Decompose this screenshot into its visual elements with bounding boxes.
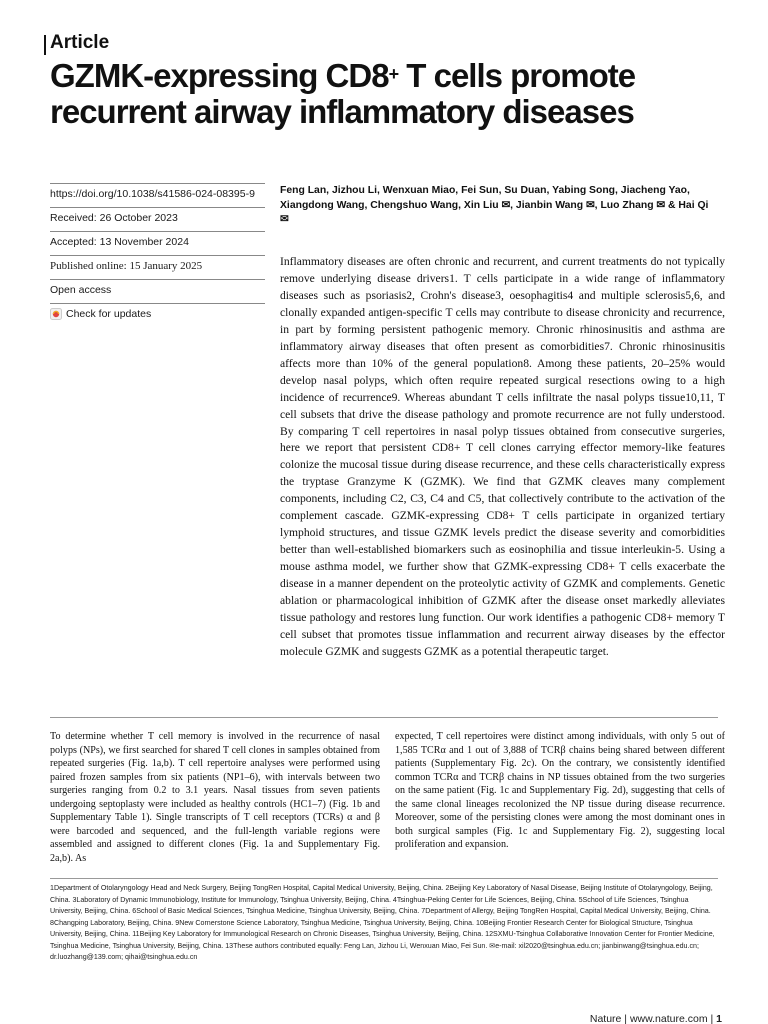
- doi-link[interactable]: https://doi.org/10.1038/s41586-024-08395-9: [50, 183, 265, 207]
- footer-separator: |: [710, 1013, 717, 1024]
- title-part-2: T cells promote recurrent airway inflammatory diseases: [50, 57, 636, 130]
- accepted-date: Accepted: 13 November 2024: [50, 231, 265, 255]
- journal-website-link[interactable]: www.nature.com: [629, 1013, 708, 1024]
- check-for-updates-label: Check for updates: [66, 308, 152, 320]
- article-type-label: Article: [50, 32, 110, 53]
- title-part-1: GZMK-expressing CD8: [50, 57, 389, 94]
- footnote-divider: [50, 878, 718, 879]
- open-access-label: Open access: [50, 279, 265, 303]
- received-date: Received: 26 October 2023: [50, 207, 265, 231]
- journal-name: Nature: [589, 1013, 622, 1024]
- abstract-divider: [50, 717, 718, 718]
- page-number: 1: [716, 1013, 722, 1024]
- article-metadata: [50, 183, 265, 327]
- article-title: [50, 58, 740, 130]
- published-date: Published online: 15 January 2025: [50, 255, 265, 279]
- page-footer: [590, 1013, 722, 1024]
- footer-separator: |: [624, 1013, 630, 1024]
- check-for-updates-icon: [50, 308, 62, 320]
- author-list: Feng Lan, Jizhou Li, Wenxuan Miao, Fei Sun, Su Duan, Yabing Song, Jiacheng Yao, Xiangdong Wang, Chengshuo Wang, Xin Liu ✉, Jianbin Wang ✉, Luo Zhang ✉ & Hai Qi ✉: [280, 185, 709, 225]
- title-superscript: +: [388, 64, 399, 84]
- article-label-rule: [44, 35, 46, 55]
- abstract: Inflammatory diseases are often chronic and recurrent, and current treatments do not typically remove underlying disease drivers1. T cells participate in a wide range of inflammatory diseases such as psoriasis2, Crohn's disease3, oesophagitis4 and multiple sclerosis5,6, and clonally expanded antigen-specific T cells may contribute to disease chronicity and recurrence, in part by forming persistent pathogenic memory. Chronic rhinosinusitis and asthma are inflammatory airway diseases that often present as comorbidities7. Chronic rhinosinusitis affects more than 10% of the general population8. Among these patients, 20–25% would develop nasal polyps, which often require repeated surgical resections owing to a high incidence of recurrence9. Whereas abundant T cells infiltrate the nasal polyps tissue10,11, T cell subsets that drive the disease pathology and promote recurrence are not fully understood. By comparing T cell repertoires in nasal polyp tissues obtained from consecutive surgeries, here we report that persistent CD8+ T cell clones carrying effector memory-like features colonize the mucosal tissue during disease recurrence, and these cells characteristically express the tryptase Granzyme K (GZMK). We find that GZMK cleaves many complement components, including C2, C3, C4 and C5, that collectively contribute to the activation of the complement cascade. GZMK-expressing CD8+ T cells participate in organized tertiary lymphoid structures, and tissue GZMK levels predict the disease severity and comorbidities better than well-established biomarkers such as eosinophilia and tissue interleukin-5. Using a mouse asthma model, we further show that GZMK-expressing CD8+ T cells exacerbate the disease in a manner dependent on the proteolytic activity of GZMK and complements. Genetic ablation or pharmacological inhibition of GZMK after the disease onset markedly alleviates tissue pathology and restores lung function. Our work identifies a pathogenic CD8+ memory T cell subset that promotes tissue inflammation and recurrent airway diseases by the effector molecule GZMK and suggests GZMK as a potential therapeutic target.: [280, 255, 725, 658]
- body-column-left: To determine whether T cell memory is involved in the recurrence of nasal polyps (NPs), we first searched for shared T cell clones in samples obtained from repeated surgeries (Fig. 1a,b). T cell repertoire analyses were performed using paired frozen samples from six patients (NP1–6), with intervals between two surgeries ranging from 0.2 to 3.1 years. Nasal tissues from seven patients undergoing septoplasty were included as healthy controls (HC1–7) (Fig. 1b and Supplementary Table 1). Single transcripts of T cell receptors (TCRs) α and β were barcoded and sequenced, and the full-length variable regions were assembled and assigned to different clones (Fig. 1a and Supplementary Fig. 2a,b). As: [50, 731, 380, 864]
- body-column-right: expected, T cell repertoires were distinct among individuals, with only 5 out of 1,585 TCRα and 1 out of 3,888 of TCRβ chains being shared between different patients (Supplementary Fig. 2c). On the contrary, we consistently identified common TCRα and TCRβ chains in NP tissues obtained from the two surgeries on the same patient (Fig. 1c and Supplementary Fig. 2d), suggesting that cells of the same clonal lineages recolonized the NP tissue during disease recurrence. Moreover, some of the persisting clones were among the most dominant ones in both surgical samples (Fig. 1c and Supplementary Fig. 2), suggesting local proliferation and expansion.: [395, 731, 725, 850]
- affiliations-footnotes: 1Department of Otolaryngology Head and Neck Surgery, Beijing TongRen Hospital, Capital Medical University, Beijing, China. 2Beijing Key Laboratory of Nasal Disease, Beijing Institute of Otolaryngology, Beijing, China. 3Laboratory of Dynamic Immunobiology, Institute for Immunology, Tsinghua University, Beijing, China. 4Tsinghua-Peking Center for Life Sciences, Beijing, China. 5School of Life Sciences, Tsinghua University, Beijing, China. 6School of Basic Medical Sciences, Tsinghua Medicine, Tsinghua University, Beijing, China. 7Department of Allergy, Beijing TongRen Hospital, Capital Medical University, Beijing, China. 8Changping Laboratory, Beijing, China. 9New Cornerstone Science Laboratory, Tsinghua Medicine, Tsinghua University, Beijing, China. 10Beijing Frontier Research Center for Biological Structure, Tsinghua University, Beijing, China. 11Beijing Key Laboratory for Immunological Research on Chronic Diseases, Tsinghua University, Beijing, China. 12SXMU-Tsinghua Collaborative Innovation Center for Frontier Medicine, Tsinghua Medicine, Tsinghua University, Beijing, China. 13These authors contributed equally: Feng Lan, Jizhou Li, Wenxuan Miao, Fei Sun. ✉e-mail: xil2020@tsinghua.edu.cn; jianbinwang@tsinghua.edu.cn; dr.luozhang@139.com; qihai@tsinghua.edu.cn: [50, 884, 715, 961]
- check-for-updates-button[interactable]: [50, 303, 265, 327]
